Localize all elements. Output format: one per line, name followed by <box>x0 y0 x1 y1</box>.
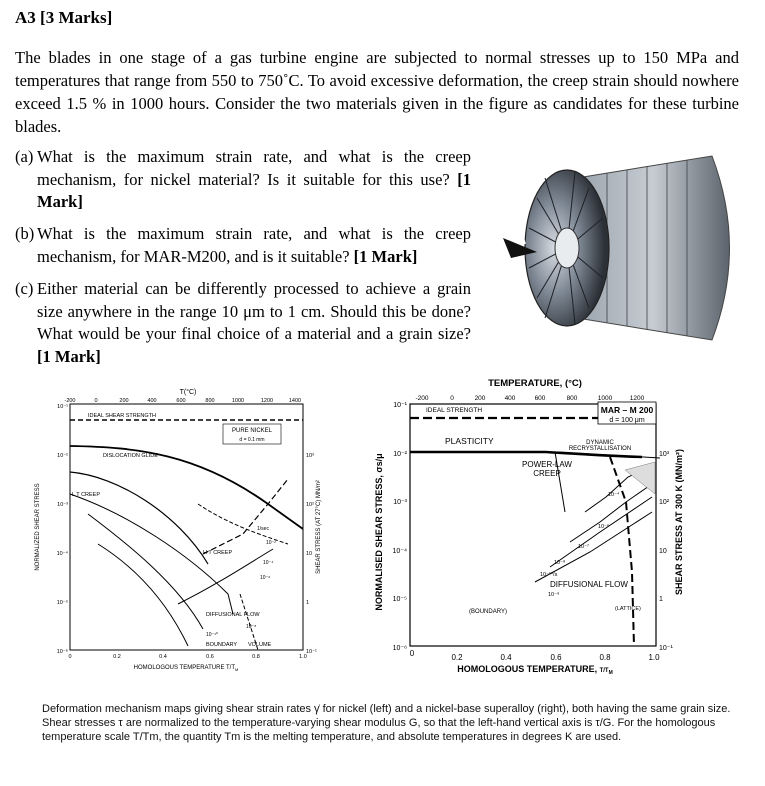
question-a-tag: (a) <box>15 147 34 166</box>
svg-text:10⁻¹: 10⁻¹ <box>57 404 68 410</box>
left-y-ticks <box>57 404 69 655</box>
svg-text:0.4: 0.4 <box>159 654 167 660</box>
right-y-ticks <box>393 402 408 652</box>
question-c-marks: [1 Mark] <box>37 346 101 366</box>
svg-text:1400: 1400 <box>288 398 302 404</box>
svg-text:0: 0 <box>68 654 72 660</box>
left-y-title: NORMALIZED SHEAR STRESS <box>35 483 41 571</box>
question-a-marks: [1 Mark] <box>37 169 471 211</box>
svg-text:0: 0 <box>450 395 454 402</box>
left-lt-creep-label: L T CREEP <box>72 492 101 498</box>
right-ideal-label: IDEAL STRENGTH <box>426 407 483 414</box>
right-y-title: NORMALISED SHEAR STRESS, σs/μ <box>374 453 384 611</box>
left-boundary-label: BOUNDARY <box>206 642 238 648</box>
svg-text:1200: 1200 <box>629 395 645 402</box>
svg-text:1: 1 <box>659 596 663 603</box>
svg-text:10⁻⁴: 10⁻⁴ <box>56 551 68 557</box>
right-y2-ticks <box>659 451 673 652</box>
svg-text:10⁻¹: 10⁻¹ <box>659 645 673 652</box>
svg-text:10³: 10³ <box>659 451 670 458</box>
svg-text:1200: 1200 <box>260 398 274 404</box>
left-grain-label: d = 0.1 mm <box>239 437 265 443</box>
right-material-label: MAR – M 200 <box>600 405 654 415</box>
right-x-ticks <box>410 649 660 662</box>
right-x-title: HOMOLOGOUS TEMPERATURE, $T/T_M$ <box>457 664 613 676</box>
question-c-tag: (c) <box>15 279 34 298</box>
left-rate-6: 10⁻¹⁰ <box>206 632 218 638</box>
left-y2-title: SHEAR STRESS (AT 27°C) MN/m² <box>316 480 322 574</box>
svg-text:10²: 10² <box>659 499 670 506</box>
right-rate-2: 10⁻⁶ <box>598 524 610 530</box>
svg-text:0.8: 0.8 <box>599 653 611 662</box>
question-b-marks: [1 Mark] <box>353 246 418 266</box>
question-a <box>15 146 471 214</box>
svg-text:10: 10 <box>659 548 667 555</box>
right-recryst-label: RECRYSTALLISATION <box>568 446 632 452</box>
right-rate-1: 10⁻⁴ <box>608 492 620 498</box>
svg-text:200: 200 <box>474 395 486 402</box>
svg-text:0.2: 0.2 <box>113 654 121 660</box>
svg-text:10⁻⁶: 10⁻⁶ <box>392 645 407 652</box>
svg-text:10³: 10³ <box>306 453 314 459</box>
svg-text:10⁻¹: 10⁻¹ <box>393 402 407 409</box>
left-top-ticks <box>64 398 301 404</box>
svg-text:10⁻³: 10⁻³ <box>57 502 68 508</box>
left-rate-5: 10⁻⁸ <box>246 624 257 630</box>
right-rate-4: 10⁻⁸ <box>554 560 566 566</box>
question-b <box>15 223 471 268</box>
right-rate-6: 10⁻¹⁰/s <box>540 572 558 578</box>
left-top-axis-title: T(°C) <box>179 389 197 396</box>
svg-text:800: 800 <box>566 395 578 402</box>
svg-text:10⁻⁵: 10⁻⁵ <box>56 600 68 606</box>
mar-m200-deformation-map <box>360 372 700 682</box>
right-lattice-label: (LATTICE) <box>615 606 641 612</box>
question-heading: A3 [3 Marks] <box>15 8 113 27</box>
figure-caption: Deformation mechanism maps giving shear strain rates γ̇ for nickel (left) and a nickel-base superalloy (right), both having the same grain size. Shear stresses τ are normalized to the temperature-varying shear modulus G, so that the left-hand vertical axis is τ/G. For the homologous temperature scale T/Tm, the quantity Tm is the melting temperature, and absolute temperatures in degrees K are used. <box>42 703 731 743</box>
svg-text:400: 400 <box>504 395 516 402</box>
right-creep-label: CREEP <box>533 469 561 478</box>
svg-text:10⁻⁴: 10⁻⁴ <box>392 548 407 555</box>
svg-text:10: 10 <box>306 551 313 557</box>
question-c <box>15 278 471 368</box>
left-ideal-label: IDEAL SHEAR STRENGTH <box>88 413 156 419</box>
question-b-tag: (b) <box>15 224 35 243</box>
svg-text:0: 0 <box>94 398 98 404</box>
left-x-ticks <box>68 654 306 660</box>
left-rate-4: 10⁻⁶ <box>260 575 271 581</box>
svg-text:200: 200 <box>119 398 129 404</box>
svg-text:1: 1 <box>306 600 310 606</box>
left-diffusional-label: DIFFUSIONAL FLOW <box>206 612 260 618</box>
svg-text:400: 400 <box>147 398 157 404</box>
turbine-engine-image <box>497 148 749 348</box>
svg-text:10⁻²: 10⁻² <box>57 453 68 459</box>
right-y2-title: SHEAR STRESS AT 300 K (MN/m²) <box>674 448 684 596</box>
svg-text:1000: 1000 <box>231 398 245 404</box>
svg-text:0: 0 <box>409 649 415 658</box>
svg-text:-200: -200 <box>415 395 429 402</box>
svg-text:1.0: 1.0 <box>299 654 307 660</box>
svg-text:1000: 1000 <box>597 395 613 402</box>
left-rate-3: 10⁻⁴ <box>263 560 274 566</box>
right-top-axis-title: TEMPERATURE, (°C) <box>488 378 582 389</box>
svg-text:10⁻⁶: 10⁻⁶ <box>56 649 68 655</box>
right-rate-3: 10⁻⁷ <box>578 544 590 550</box>
svg-text:0.6: 0.6 <box>206 654 214 660</box>
right-top-ticks <box>415 395 644 402</box>
left-volume-label: VOLUME <box>248 642 272 648</box>
svg-text:10²: 10² <box>306 502 314 508</box>
svg-text:-200: -200 <box>64 398 76 404</box>
right-plasticity-label: PLASTICITY <box>445 436 494 446</box>
svg-text:10⁻³: 10⁻³ <box>393 499 407 506</box>
svg-text:0.2: 0.2 <box>451 653 463 662</box>
left-dislocation-label: DISLOCATION GLIDE <box>103 453 158 459</box>
left-rate-2: 10⁻² <box>266 540 276 546</box>
svg-text:600: 600 <box>176 398 186 404</box>
right-grain-label: d = 100 μm <box>609 417 645 424</box>
svg-text:1.0: 1.0 <box>648 653 660 662</box>
left-material-label: PURE NICKEL <box>231 428 273 434</box>
question-c-text: Either material can be differently processed to achieve a grain size anywhere in the range 10 μm to 1 cm. Should this be done? What would be your final choice of a material and a grain size? <box>37 279 471 343</box>
right-boundary-label: (BOUNDARY) <box>469 609 507 615</box>
svg-text:0.6: 0.6 <box>550 653 562 662</box>
svg-text:800: 800 <box>205 398 215 404</box>
right-dynamic-label: DYNAMIC <box>586 440 614 446</box>
nickel-deformation-map <box>28 384 340 674</box>
left-ht-creep-label: H T CREEP <box>203 550 233 556</box>
right-diffusional-label: DIFFUSIONAL FLOW <box>550 580 628 589</box>
right-rate-5: 10⁻⁹ <box>548 592 560 598</box>
question-a-text: What is the maximum strain rate, and what is the creep mechanism, for nickel material? Is it suitable for this use? <box>37 147 471 189</box>
svg-text:10⁻²: 10⁻² <box>393 451 407 458</box>
svg-text:10⁻⁵: 10⁻⁵ <box>392 596 407 603</box>
svg-text:600: 600 <box>534 395 546 402</box>
svg-text:10⁻¹: 10⁻¹ <box>306 649 317 655</box>
svg-text:0.4: 0.4 <box>500 653 512 662</box>
svg-text:0.8: 0.8 <box>252 654 260 660</box>
left-x-title: HOMOLOGOUS TEMPERATURE $T/T_M$ <box>133 665 239 672</box>
right-power-law-label: POWER-LAW <box>522 460 572 469</box>
question-b-text: What is the maximum strain rate, and what is the creep mechanism, for MAR-M200, and is it suitable? <box>37 224 471 266</box>
intro-paragraph: The blades in one stage of a gas turbine engine are subjected to normal stresses up to 150 MPa and temperatures that range from 550 to 750˚C. To avoid excessive deformation, the creep strain should nowhere exceed 1.5 % in 1000 hours. Consider the two materials given in the figure as candidates for these turbine blades. <box>15 48 739 136</box>
left-rate-1: 1/sec <box>257 526 269 532</box>
